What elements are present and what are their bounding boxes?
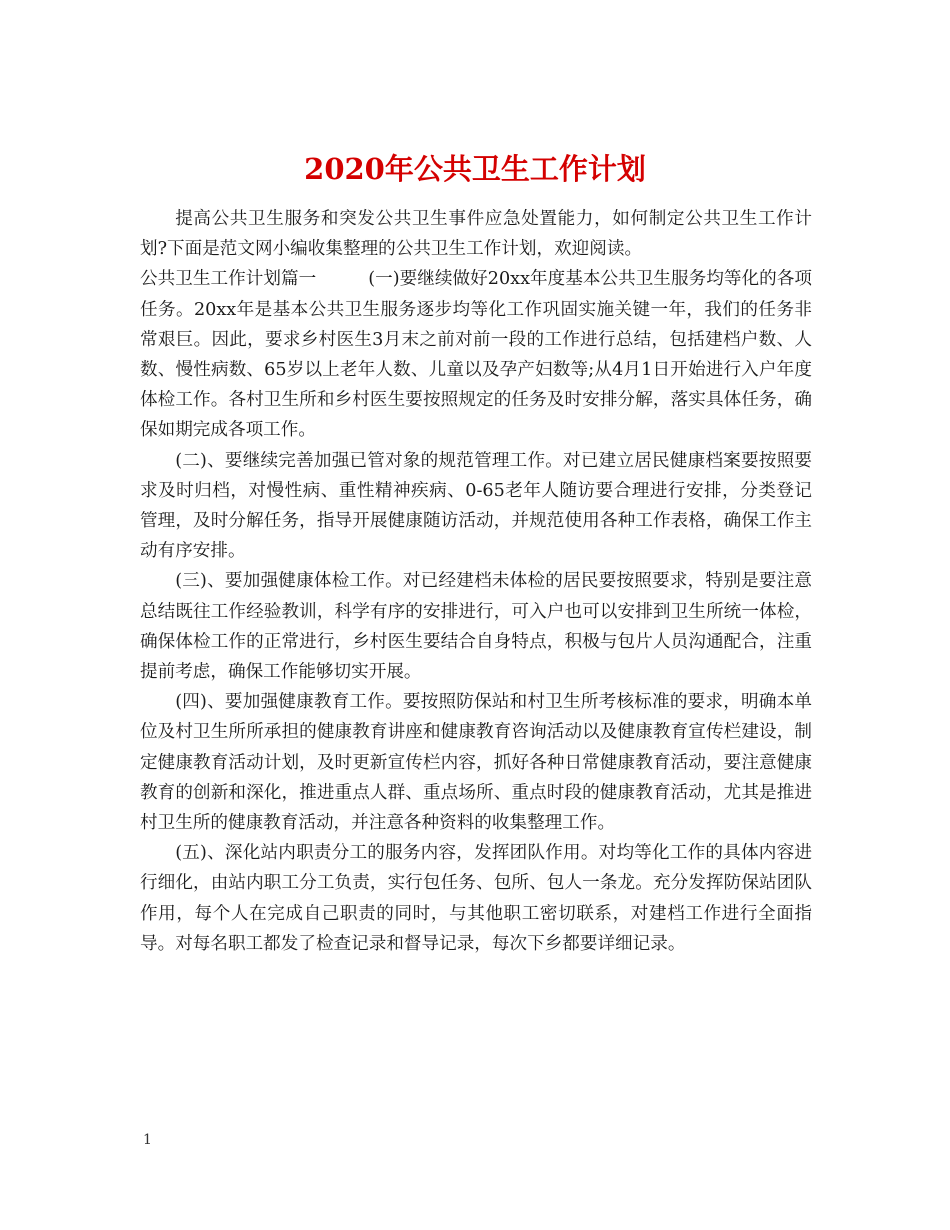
- paragraph-5: (五)、深化站内职责分工的服务内容，发挥团队作用。对均等化工作的具体内容进行细化，由站内职工分工负责，实行包任务、包所、包人一条龙。充分发挥防保站团队作用，每个人在完成自己职责的同时，与其他职工密切联系，对建档工作进行全面指导。对每名职工都发了检查记录和督导记录，每次下乡都要详细记录。: [140, 843, 812, 954]
- paragraph-4: (四)、要加强健康教育工作。要按照防保站和村卫生所考核标准的要求，明确本单位及村卫生所所承担的健康教育讲座和健康教育咨询活动以及健康教育宣传栏建设，制定健康教育活动计划，及时更新宣传栏内容，抓好各种日常健康教育活动，要注意健康教育的创新和深化，推进重点人群、重点场所、重点时段的健康教育活动，尤其是推进村卫生所的健康教育活动，并注意各种资料的收集整理工作。: [140, 692, 812, 834]
- intro-paragraph: 提高公共卫生服务和突发公共卫生事件应急处置能力，如何制定公共卫生工作计划?下面是范文网小编收集整理的公共卫生工作计划，欢迎阅读。: [140, 209, 812, 260]
- section-label: 公共卫生工作计划篇一: [140, 269, 317, 290]
- section-first-item: (一)要继续做好20xx年度基本公共卫生服务均等化的各项任务。20xx年是基本公共卫生服务逐步均等化工作巩固实施关键一年，我们的任务非常艰巨。因此，要求乡村医生3月末之前对前一段的工作进行总结，包括建档户数、人数、慢性病数、65岁以上老年人数、儿童以及孕产妇数等;从4月1日开始进行入户年度体检工作。各村卫生所和乡村医生要按照规定的任务及时安排分解，落实具体任务，确保如期完成各项工作。: [140, 269, 812, 441]
- document-body: [140, 204, 812, 959]
- page-number: 1: [143, 1132, 152, 1148]
- paragraph-3: (三)、要加强健康体检工作。对已经建档未体检的居民要按照要求，特别是要注意总结既往工作经验教训，科学有序的安排进行，可入户也可以安排到卫生所统一体检，确保体检工作的正常进行，乡村医生要结合自身特点，积极与包片人员沟通配合，注重提前考虑，确保工作能够切实开展。: [140, 571, 812, 683]
- paragraph-2: (二)、要继续完善加强已管对象的规范管理工作。对已建立居民健康档案要按照要求及时归档，对慢性病、重性精神疾病、0-65老年人随访要合理进行安排，分类登记管理，及时分解任务，指导开展健康随访活动，并规范使用各种工作表格，确保工作主动有序安排。: [140, 450, 812, 562]
- section-paragraph: [140, 264, 812, 445]
- document-title: 2020年公共卫生工作计划: [304, 152, 646, 187]
